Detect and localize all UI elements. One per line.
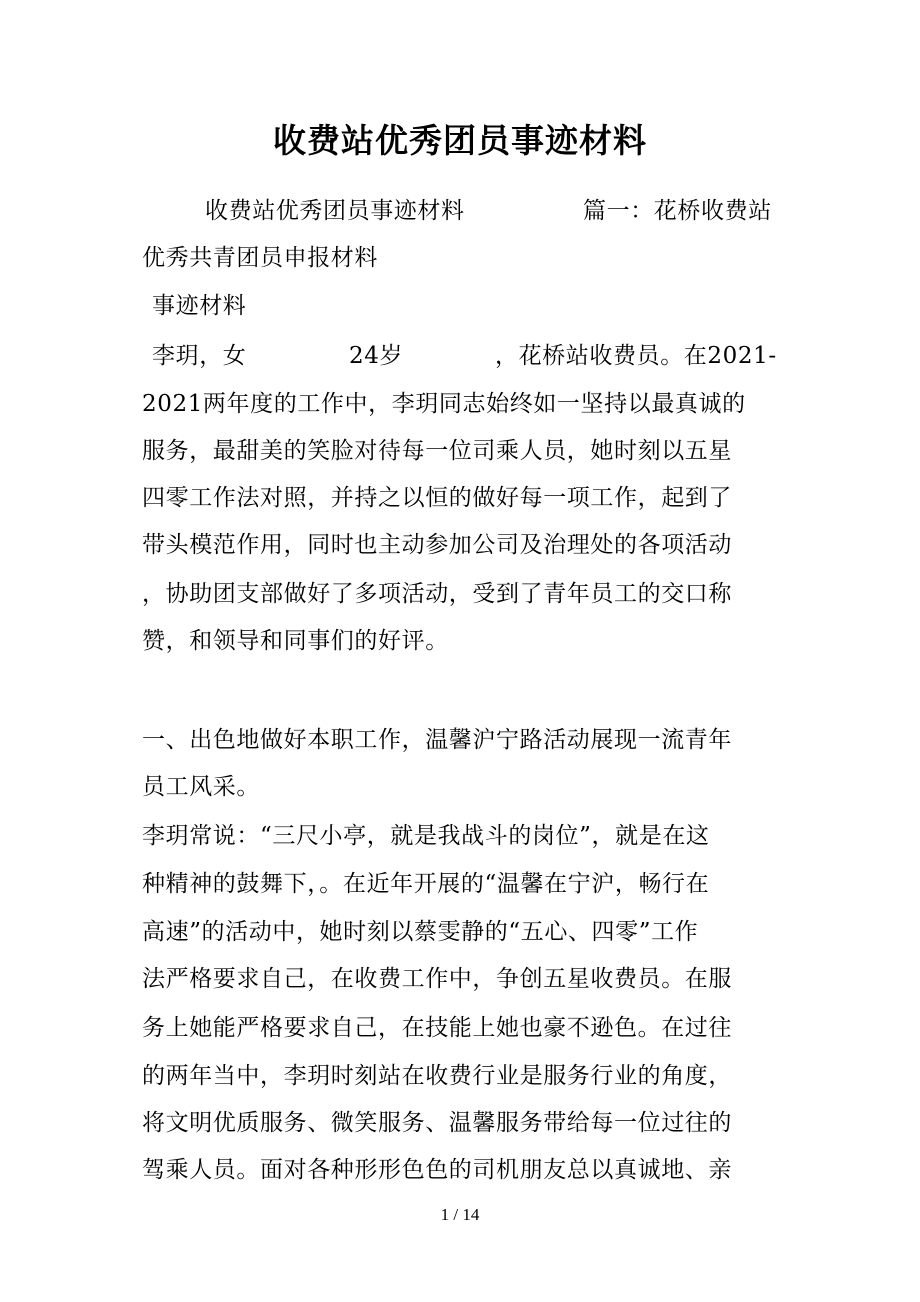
- paragraph2-line: 将文明优质服务、微笑服务、温馨服务带给每一位过往的: [142, 1110, 732, 1136]
- paragraph2-line: 李玥常说：“三尺小亭，就是我战斗的岗位”，就是在这: [142, 823, 710, 849]
- paragraph1-line: 四零工作法对照，并持之以恒的做好每一项工作，起到了: [142, 485, 732, 511]
- paragraph2-line: 驾乘人员。面对各种形形色色的司机朋友总以真诚地、亲: [142, 1157, 732, 1183]
- paragraph2-line: 高速”的活动中，她时刻以蔡雯静的“五心、四零”工作: [142, 919, 699, 945]
- paragraph1-line: 服务，最甜美的笑脸对待每一位司乘人员，她时刻以五星: [142, 438, 732, 464]
- subtitle-continuation: 优秀共青团员申报材料: [142, 245, 378, 271]
- paragraph1-line: ，协助团支部做好了多项活动，受到了青年员工的交口称: [142, 581, 732, 607]
- subtitle-right: 篇一：花桥收费站: [583, 198, 772, 224]
- subtitle-left: 收费站优秀团员事迹材料: [205, 198, 465, 224]
- paragraph2-line: 务上她能严格要求自己，在技能上她也豪不逊色。在过往: [142, 1015, 732, 1041]
- paragraph1-line: 带头模范作用，同时也主动参加公司及治理处的各项活动: [142, 532, 732, 558]
- section-label: 事迹材料: [152, 293, 247, 319]
- paragraph1-line: 2021两年度的工作中，李玥同志始终如一坚持以最真诚的: [142, 391, 746, 417]
- section-heading-line: 一、出色地做好本职工作，温馨沪宁路活动展现一流青年: [142, 727, 732, 753]
- paragraph2-line: 种精神的鼓舞下，。在近年开展的“温馨在宁沪，畅行在: [142, 871, 710, 897]
- section-heading-line: 员工风采。: [142, 774, 260, 800]
- paragraph2-line: 的两年当中，李玥时刻站在收费行业是服务行业的角度，: [142, 1063, 732, 1089]
- paragraph2-line: 法严格要求自己，在收费工作中，争创五星收费员。在服: [142, 966, 732, 992]
- paragraph1-line: 赞，和领导和同事们的好评。: [142, 628, 449, 654]
- intro-name: 李玥，女: [152, 343, 247, 369]
- intro-rest: ，花桥站收费员。在2021-: [495, 343, 777, 369]
- page-number: 1 / 14: [440, 1205, 480, 1224]
- intro-age: 24岁: [349, 343, 404, 369]
- document-title: 收费站优秀团员事迹材料: [273, 121, 647, 160]
